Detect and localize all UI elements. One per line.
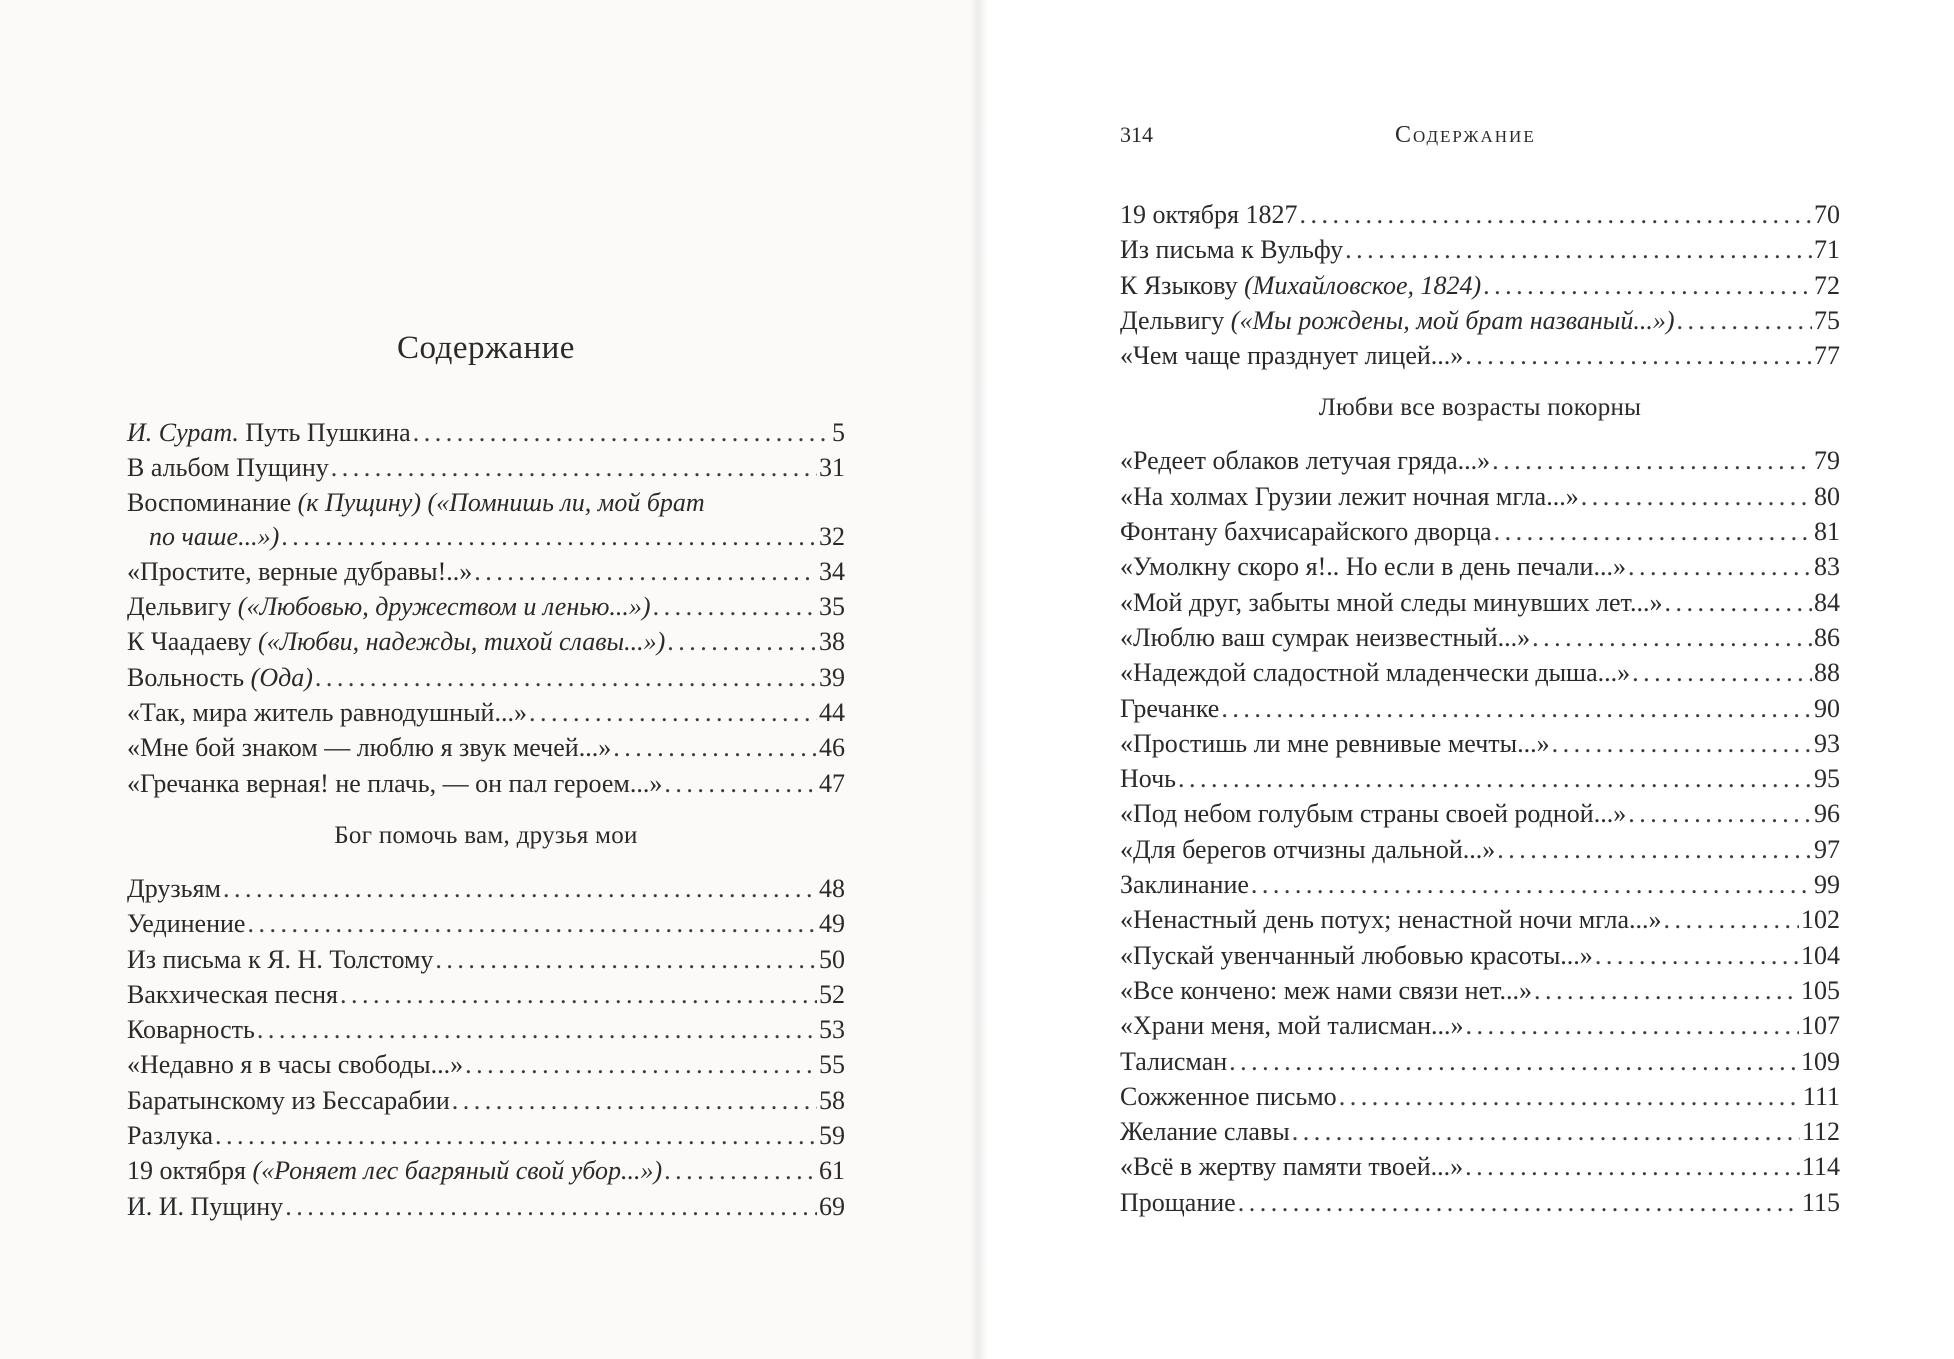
- leader-dots: [1581, 479, 1812, 514]
- toc-entry[interactable]: [1120, 655, 1840, 690]
- entry-title: «Гречанка верная! не плачь, — он пал героем...»: [127, 768, 663, 798]
- entry-page: 77: [1814, 341, 1840, 371]
- entry-title: «Люблю ваш сумрак неизвестный...»: [1120, 622, 1531, 652]
- toc-entry[interactable]: [1120, 549, 1840, 584]
- toc-entry[interactable]: [1120, 620, 1840, 655]
- entry-title: «На холмах Грузии лежит ночная мгла...»: [1120, 481, 1579, 511]
- entry-title: «Храни меня, мой талисман...»: [1120, 1011, 1464, 1041]
- leader-dots: [247, 906, 817, 941]
- entry-page: 112: [1801, 1117, 1840, 1147]
- toc-entry[interactable]: [1120, 338, 1840, 373]
- leader-dots: [1632, 655, 1812, 690]
- toc-entry[interactable]: [1120, 479, 1840, 514]
- leader-dots: [215, 1118, 817, 1153]
- toc-entry[interactable]: [1120, 268, 1840, 303]
- entry-title: К Чаадаеву: [127, 627, 259, 657]
- leader-dots: [1664, 902, 1799, 937]
- leader-dots: [1532, 620, 1812, 655]
- toc-entry[interactable]: [1120, 902, 1840, 937]
- leader-dots: [1595, 938, 1799, 973]
- entry-page: 96: [1814, 799, 1840, 829]
- entry-title: Вольность: [127, 662, 251, 692]
- entry-title: К Языкову: [1120, 270, 1245, 300]
- entry-page: 61: [819, 1156, 845, 1186]
- leader-dots: [257, 1012, 817, 1047]
- entry-title: «Пускай увенчанный любовью красоты...»: [1120, 940, 1593, 970]
- leader-dots: [613, 730, 817, 765]
- leader-dots: [1492, 443, 1812, 478]
- entry-title: Уединение: [127, 909, 246, 939]
- entry-page: 109: [1801, 1046, 1840, 1076]
- toc-entry[interactable]: [127, 415, 845, 450]
- leader-dots: [1534, 973, 1799, 1008]
- entry-title: Разлука: [127, 1121, 214, 1151]
- entry-title: Путь Пушкина: [238, 418, 411, 447]
- entry-title: Прощание: [1120, 1187, 1236, 1217]
- toc-entry[interactable]: [1120, 197, 1840, 232]
- toc-entry[interactable]: [1120, 973, 1840, 1008]
- entry-page: 39: [819, 662, 845, 692]
- book-gutter: [970, 0, 988, 1359]
- entry-title: «Ненастный день потух; ненастной ночи мгла...»: [1120, 905, 1662, 935]
- entry-page: 55: [819, 1050, 845, 1080]
- entry-page: 31: [819, 453, 845, 483]
- entry-title: Заклинание: [1120, 870, 1249, 900]
- entry-page: 107: [1801, 1011, 1840, 1041]
- entry-page: 99: [1814, 870, 1840, 900]
- entry-page: 86: [1814, 622, 1840, 652]
- leader-dots: [413, 415, 830, 450]
- toc-entry[interactable]: [127, 906, 845, 941]
- entry-page: 72: [1814, 270, 1840, 300]
- toc-entry[interactable]: [127, 695, 845, 730]
- toc-entry[interactable]: [1120, 691, 1840, 726]
- entry-page: 35: [819, 592, 845, 622]
- entry-title: И. И. Пущину: [127, 1191, 284, 1221]
- toc-entry[interactable]: [1120, 1185, 1840, 1220]
- entry-page: 46: [819, 733, 845, 763]
- entry-title: «Недавно я в часы свободы...»: [127, 1050, 464, 1080]
- leader-dots: [315, 660, 817, 695]
- entry-title: Гречанке: [1120, 693, 1220, 723]
- leader-dots: [1552, 726, 1812, 761]
- toc-entry[interactable]: [1120, 1079, 1840, 1114]
- toc-entry[interactable]: [1120, 867, 1840, 902]
- leader-dots: [1465, 338, 1812, 373]
- leader-dots: [474, 554, 817, 589]
- entry-page: 115: [1801, 1187, 1840, 1217]
- leader-dots: [1339, 1079, 1801, 1114]
- entry-subtitle-cont: по чаше...»): [149, 521, 280, 551]
- entry-subtitle: (к Пущину) («Помнишь ли, мой брат: [297, 487, 705, 517]
- leader-dots: [653, 589, 817, 624]
- entry-title: Ночь: [1120, 764, 1177, 794]
- toc-entry[interactable]: [1120, 443, 1840, 478]
- toc-entry[interactable]: [1120, 761, 1840, 796]
- leader-dots: [1664, 585, 1812, 620]
- toc-entry[interactable]: [1120, 303, 1840, 338]
- section-title: Бог помочь вам, друзья мои: [334, 821, 638, 849]
- entry-title: «Для берегов отчизны дальной...»: [1120, 834, 1496, 864]
- toc-entry[interactable]: [127, 1012, 845, 1047]
- leader-dots: [1299, 197, 1812, 232]
- entry-title: 19 октября 1827: [1120, 200, 1298, 229]
- entry-page: 114: [1801, 1152, 1840, 1182]
- entry-page: 58: [819, 1085, 845, 1115]
- toc-entry[interactable]: [127, 450, 845, 485]
- entry-title: «Так, мира житель равнодушный...»: [127, 698, 527, 728]
- entry-title: «Мне бой знаком — люблю я звук мечей...»: [127, 733, 612, 763]
- entry-author: И. Сурат.: [127, 418, 239, 447]
- entry-page: 75: [1814, 305, 1840, 335]
- leader-dots: [529, 695, 817, 730]
- leader-dots: [1677, 303, 1812, 338]
- entry-page: 79: [1814, 446, 1840, 476]
- entry-page: 95: [1814, 764, 1840, 794]
- entry-page: 48: [819, 873, 845, 903]
- entry-page: 105: [1801, 975, 1840, 1005]
- left-toc: [127, 415, 845, 1224]
- entry-subtitle: («Роняет лес багряный свой убор...»): [252, 1156, 663, 1186]
- entry-title: В альбом Пущину: [127, 453, 329, 483]
- entry-page: 83: [1814, 552, 1840, 582]
- entry-page: 71: [1814, 235, 1840, 265]
- entry-page: 104: [1801, 940, 1840, 970]
- entry-title: «Редеет облаков летучая гряда...»: [1120, 446, 1491, 476]
- toc-entry[interactable]: [127, 1047, 845, 1082]
- toc-entry[interactable]: [1120, 585, 1840, 620]
- page-number: 314: [1120, 122, 1153, 147]
- entry-title: Из письма к Вульфу: [1120, 235, 1344, 265]
- leader-dots: [667, 624, 817, 659]
- entry-page: 90: [1814, 693, 1840, 723]
- entry-page: 102: [1801, 905, 1840, 935]
- toc-entry[interactable]: [127, 1083, 845, 1118]
- leader-dots: [435, 942, 817, 977]
- toc-entry[interactable]: [1120, 232, 1840, 267]
- entry-title: Из письма к Я. Н. Толстому: [127, 944, 434, 974]
- leader-dots: [1178, 761, 1812, 796]
- entry-page: 53: [819, 1015, 845, 1045]
- toc-entry[interactable]: [127, 871, 845, 906]
- entry-title: «Умолкну скоро я!.. Но если в день печали...»: [1120, 552, 1626, 582]
- leader-dots: [1497, 832, 1812, 867]
- leader-dots: [1483, 268, 1812, 303]
- toc-entry[interactable]: [1120, 1149, 1840, 1184]
- toc-entry[interactable]: [1120, 514, 1840, 549]
- toc-entry[interactable]: [127, 766, 845, 801]
- entry-page: 70: [1814, 200, 1840, 229]
- leader-dots: [285, 1189, 817, 1224]
- entry-title: Дельвигу: [1120, 305, 1231, 335]
- toc-entry[interactable]: [1120, 1114, 1840, 1149]
- toc-entry[interactable]: [127, 1189, 845, 1224]
- running-head: Содержание: [1395, 122, 1536, 148]
- entry-title: Баратынскому из Бессарабии: [127, 1085, 450, 1115]
- leader-dots: [1465, 1149, 1800, 1184]
- entry-page: 38: [819, 627, 845, 657]
- toc-entry[interactable]: [127, 977, 845, 1012]
- toc-entry[interactable]: [1120, 1008, 1840, 1043]
- entry-title: 19 октября: [127, 1156, 253, 1186]
- entry-subtitle: (Ода): [250, 662, 313, 692]
- entry-subtitle: («Любви, надежды, тихой славы...»): [258, 627, 666, 657]
- leader-dots: [1292, 1114, 1800, 1149]
- entry-page: 111: [1802, 1081, 1840, 1111]
- contents-title: Содержание: [397, 330, 575, 366]
- entry-page: 88: [1814, 658, 1840, 688]
- entry-subtitle: («Мы рождены, мой брат названый...»): [1230, 305, 1675, 335]
- toc-entry[interactable]: [127, 730, 845, 765]
- toc-entry[interactable]: [1120, 796, 1840, 831]
- entry-title: «Все кончено: меж нами связи нет...»: [1120, 975, 1532, 1005]
- entry-page: 69: [819, 1191, 845, 1221]
- leader-dots: [452, 1083, 817, 1118]
- leader-dots: [1345, 232, 1812, 267]
- leader-dots: [1229, 1044, 1799, 1079]
- entry-title: «Простите, верные дубравы!..»: [127, 556, 473, 586]
- entry-page: 52: [819, 979, 845, 1009]
- entry-page: 49: [819, 909, 845, 939]
- entry-page: 59: [819, 1121, 845, 1151]
- toc-entry[interactable]: [127, 942, 845, 977]
- entry-page: 50: [819, 944, 845, 974]
- entry-title: Сожженное письмо: [1120, 1081, 1337, 1111]
- toc-entry[interactable]: [1120, 832, 1840, 867]
- entry-page: 34: [819, 556, 845, 586]
- entry-title: «Надеждой сладостной младенчески дыша...»: [1120, 658, 1631, 688]
- toc-entry[interactable]: [127, 624, 845, 659]
- leader-dots: [664, 1153, 817, 1188]
- entry-title: Коварность: [127, 1015, 255, 1045]
- entry-title: «Чем чаще празднует лицей...»: [1120, 341, 1464, 371]
- leader-dots: [281, 519, 817, 554]
- leader-dots: [664, 766, 817, 801]
- leader-dots: [1494, 514, 1812, 549]
- leader-dots: [331, 450, 817, 485]
- entry-title: «Под небом голубым страны своей родной...»: [1120, 799, 1627, 829]
- leader-dots: [1238, 1185, 1800, 1220]
- entry-page: 93: [1814, 728, 1840, 758]
- toc-entry[interactable]: [1120, 938, 1840, 973]
- leader-dots: [223, 871, 817, 906]
- toc-entry[interactable]: [127, 1118, 845, 1153]
- entry-title: Дельвигу: [127, 592, 238, 622]
- leader-dots: [1465, 1008, 1799, 1043]
- entry-page: 5: [832, 418, 845, 447]
- entry-title: Воспоминание: [127, 487, 298, 517]
- entry-page: 47: [819, 768, 845, 798]
- entry-title: «Всё в жертву памяти твоей...»: [1120, 1152, 1464, 1182]
- toc-entry[interactable]: [1120, 1044, 1840, 1079]
- toc-entry[interactable]: [127, 1153, 845, 1188]
- right-toc: [1120, 197, 1840, 1220]
- section-title: Любви все возрасты покорны: [1318, 394, 1642, 422]
- leader-dots: [1251, 867, 1812, 902]
- toc-entry[interactable]: [127, 589, 845, 624]
- entry-title: Вакхическая песня: [127, 979, 338, 1009]
- leader-dots: [340, 977, 817, 1012]
- leader-dots: [1628, 549, 1812, 584]
- entry-page: 84: [1814, 587, 1840, 617]
- entry-title: Фонтану бахчисарайского дворца: [1120, 517, 1492, 547]
- toc-entry[interactable]: [127, 660, 845, 695]
- entry-title: «Простишь ли мне ревнивые мечты...»: [1120, 728, 1550, 758]
- toc-entry[interactable]: [127, 554, 845, 589]
- entry-subtitle: (Михайловское, 1824): [1244, 270, 1482, 300]
- entry-title: Талисман: [1120, 1046, 1228, 1076]
- leader-dots: [465, 1047, 817, 1082]
- toc-entry[interactable]: [1120, 726, 1840, 761]
- entry-page: 32: [819, 521, 845, 551]
- leader-dots: [1221, 691, 1812, 726]
- entry-title: «Мой друг, забыты мной следы минувших лет...»: [1120, 587, 1663, 617]
- toc-entry-multiline[interactable]: [127, 486, 845, 554]
- entry-title: Желание славы: [1120, 1117, 1290, 1147]
- entry-subtitle: («Любовью, дружеством и ленью...»): [237, 592, 651, 622]
- entry-page: 80: [1814, 481, 1840, 511]
- entry-title: Друзьям: [127, 873, 221, 903]
- entry-page: 44: [819, 698, 845, 728]
- entry-page: 97: [1814, 834, 1840, 864]
- leader-dots: [1628, 796, 1812, 831]
- entry-page: 81: [1814, 517, 1840, 547]
